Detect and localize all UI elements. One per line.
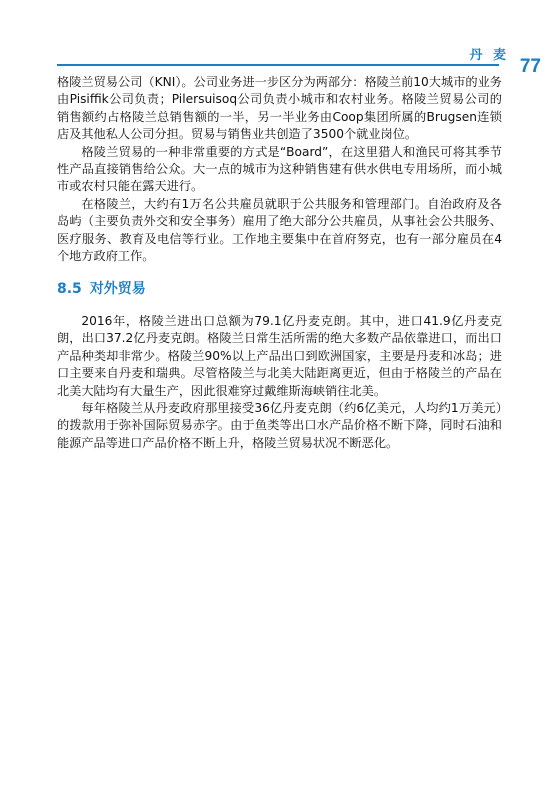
section-title: 对外贸易 xyxy=(89,281,146,298)
paragraph: 每年格陵兰从丹麦政府那里接受36亿丹麦克朗（约6亿美元，人均约1万美元）的拨款用于弥补国际贸易赤字。由于鱼类等出口水产品价格不断下降，同时石油和能源产品等进口产品价格不断上升，格陵兰贸易状况不断恶化。 xyxy=(57,400,502,450)
page-number: 77 xyxy=(519,56,541,77)
section-heading xyxy=(57,281,502,298)
section-number: 8.5 xyxy=(57,281,82,298)
paragraph: 格陵兰贸易的一种非常重要的方式是“Board”，在这里猎人和渔民可将其季节性产品直接销售给公众。大一点的城市为这种销售建有供水供电专用场所，而小城市或农村只能在露天进行。 xyxy=(57,144,502,194)
paragraph: 在格陵兰，大约有1万名公共雇员就职于公共服务和管理部门。自治政府及各岛屿（主要负责外交和安全事务）雇用了绝大部分公共雇员，从事社会公共服务、医疗服务、教育及电信等行业。工作地主要集中在首府努克，也有一部分雇员在4个地方政府工作。 xyxy=(57,196,502,264)
page-body xyxy=(57,74,502,452)
header-rule xyxy=(57,64,499,66)
paragraph: 2016年，格陵兰进出口总额为79.1亿丹麦克朗。其中，进口41.9亿丹麦克朗，出口37.2亿丹麦克朗。格陵兰日常生活所需的绝大多数产品依靠进口，而出口产品种类却非常少。格陵兰90%以上产品出口到欧洲国家，主要是丹麦和冰岛；进口主要来自丹麦和瑞典。尽管格陵兰与北美大陆距离更近，但由于格陵兰的产品在北美大陆均有大量生产，因此很难穿过戴维斯海峡销往北美。 xyxy=(57,313,502,398)
running-title: 丹 麦 xyxy=(469,48,509,63)
page-header xyxy=(0,0,559,80)
paragraph-continued: 格陵兰贸易公司（KNI）。公司业务进一步区分为两部分：格陵兰前10大城市的业务由Pisiffik公司负责；Pilersuisoq公司负责小城市和农村业务。格陵兰贸易公司的销售额约占格陵兰总销售额的一半，另一半业务由Coop集团所属的Brugsen连锁店及其他私人公司分担。贸易与销售业共创造了3500个就业岗位。 xyxy=(57,75,502,142)
